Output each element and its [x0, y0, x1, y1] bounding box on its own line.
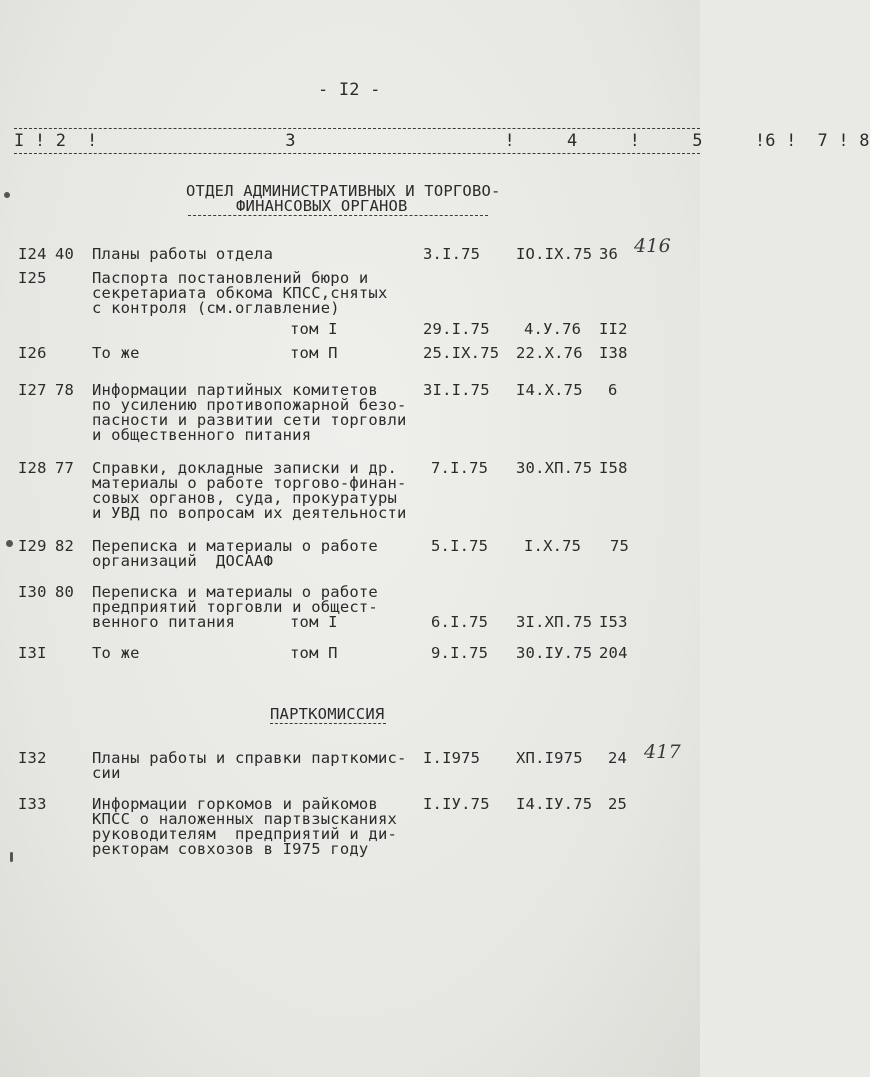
- row-number: I33: [18, 795, 47, 813]
- row-sheets: 204: [599, 644, 628, 662]
- row-number: I28: [18, 459, 47, 477]
- row-end-date: I4.IУ.75: [516, 795, 593, 813]
- row-start-date: 25.IX.75: [423, 344, 500, 362]
- row-start-date: 3I.I.75: [423, 381, 490, 399]
- punch-mark: [10, 852, 13, 862]
- row-title: материалы о работе торгово-финан-: [92, 474, 407, 492]
- row-old-number: 80: [55, 583, 75, 601]
- row-end-date: I4.X.75: [516, 381, 583, 399]
- row-title: совых органов, суда, прокуратуры: [92, 489, 398, 507]
- handwritten-note: 417: [644, 741, 681, 763]
- row-title: и общественного питания: [92, 426, 312, 444]
- row-start-date: I.IУ.75: [423, 795, 490, 813]
- row-title: венного питания: [92, 613, 235, 631]
- header-bottom-rule: [14, 153, 700, 154]
- row-end-date: 4.У.76: [524, 320, 582, 338]
- row-title: Информации горкомов и райкомов: [92, 795, 378, 813]
- row-end-date: 3I.XП.75: [516, 613, 593, 631]
- row-sheets: I53: [599, 613, 628, 631]
- row-title: ректорам совхозов в I975 году: [92, 840, 369, 858]
- row-number: I30: [18, 583, 47, 601]
- row-title: и УВД по вопросам их деятельности: [92, 504, 407, 522]
- punch-mark: [6, 540, 13, 547]
- row-volume: том П: [290, 344, 338, 362]
- row-sheets: 6: [608, 381, 618, 399]
- row-sheets: 25: [608, 795, 628, 813]
- row-title: по усилению противопожарной безо-: [92, 396, 407, 414]
- row-title: предприятий торговли и общест-: [92, 598, 378, 616]
- section-underline: [270, 723, 386, 724]
- row-title: Планы работы отдела: [92, 245, 274, 263]
- row-title: Планы работы и справки парткомис-: [92, 749, 407, 767]
- row-sheets: I38: [599, 344, 628, 362]
- row-start-date: 29.I.75: [423, 320, 490, 338]
- row-title: Переписка и материалы о работе: [92, 537, 378, 555]
- row-old-number: 40: [55, 245, 75, 263]
- row-volume: том П: [290, 644, 338, 662]
- row-start-date: 9.I.75: [431, 644, 489, 662]
- row-title: То же: [92, 644, 140, 662]
- row-volume: том I: [290, 613, 338, 631]
- row-title: Переписка и материалы о работе: [92, 583, 378, 601]
- row-number: I3I: [18, 644, 47, 662]
- row-old-number: 82: [55, 537, 75, 555]
- row-end-date: 22.X.76: [516, 344, 583, 362]
- row-number: I32: [18, 749, 47, 767]
- row-end-date: IO.IX.75: [516, 245, 593, 263]
- row-end-date: I.X.75: [524, 537, 582, 555]
- row-sheets: 24: [608, 749, 628, 767]
- row-title: пасности и развитии сети торговли: [92, 411, 407, 429]
- row-title: с контроля (см.оглавление): [92, 299, 340, 317]
- row-title: секретариата обкома КПСС,снятых: [92, 284, 388, 302]
- column-header: I ! 2 ! 3 ! 4 ! 5 !6 ! 7 ! 8: [14, 131, 870, 151]
- row-title: сии: [92, 764, 121, 782]
- row-end-date: 30.XП.75: [516, 459, 593, 477]
- row-start-date: I.I975: [423, 749, 481, 767]
- row-start-date: 3.I.75: [423, 245, 481, 263]
- row-number: I25: [18, 269, 47, 287]
- row-volume: том I: [290, 320, 338, 338]
- row-old-number: 77: [55, 459, 75, 477]
- row-start-date: 5.I.75: [431, 537, 489, 555]
- row-old-number: 78: [55, 381, 75, 399]
- header-top-rule: [14, 128, 700, 129]
- row-number: I26: [18, 344, 47, 362]
- section-title: ФИНАНСОВЫХ ОРГАНОВ: [236, 197, 408, 215]
- section-title: ПАРТКОМИССИЯ: [270, 705, 385, 723]
- row-title: То же: [92, 344, 140, 362]
- row-sheets: I58: [599, 459, 628, 477]
- handwritten-note: 416: [634, 235, 671, 257]
- row-sheets: 75: [610, 537, 630, 555]
- row-end-date: 30.IУ.75: [516, 644, 593, 662]
- row-sheets: 36: [599, 245, 619, 263]
- punch-mark: [4, 192, 10, 198]
- row-start-date: 6.I.75: [431, 613, 489, 631]
- row-sheets: II2: [599, 320, 628, 338]
- section-underline: [188, 215, 488, 216]
- row-end-date: XП.I975: [516, 749, 583, 767]
- row-number: I24: [18, 245, 47, 263]
- row-number: I27: [18, 381, 47, 399]
- row-title: Информации партийных комитетов: [92, 381, 378, 399]
- row-title: руководителям предприятий и ди-: [92, 825, 398, 843]
- section-title: ОТДЕЛ АДМИНИСТРАТИВНЫХ И ТОРГОВО-: [186, 182, 501, 200]
- row-number: I29: [18, 537, 47, 555]
- row-title: КПСС о наложенных партвзысканиях: [92, 810, 398, 828]
- row-title: Справки, докладные записки и др.: [92, 459, 398, 477]
- page-number: - I2 -: [318, 80, 381, 100]
- row-title: организаций ДОСААФ: [92, 552, 274, 570]
- row-start-date: 7.I.75: [431, 459, 489, 477]
- row-title: Паспорта постановлений бюро и: [92, 269, 369, 287]
